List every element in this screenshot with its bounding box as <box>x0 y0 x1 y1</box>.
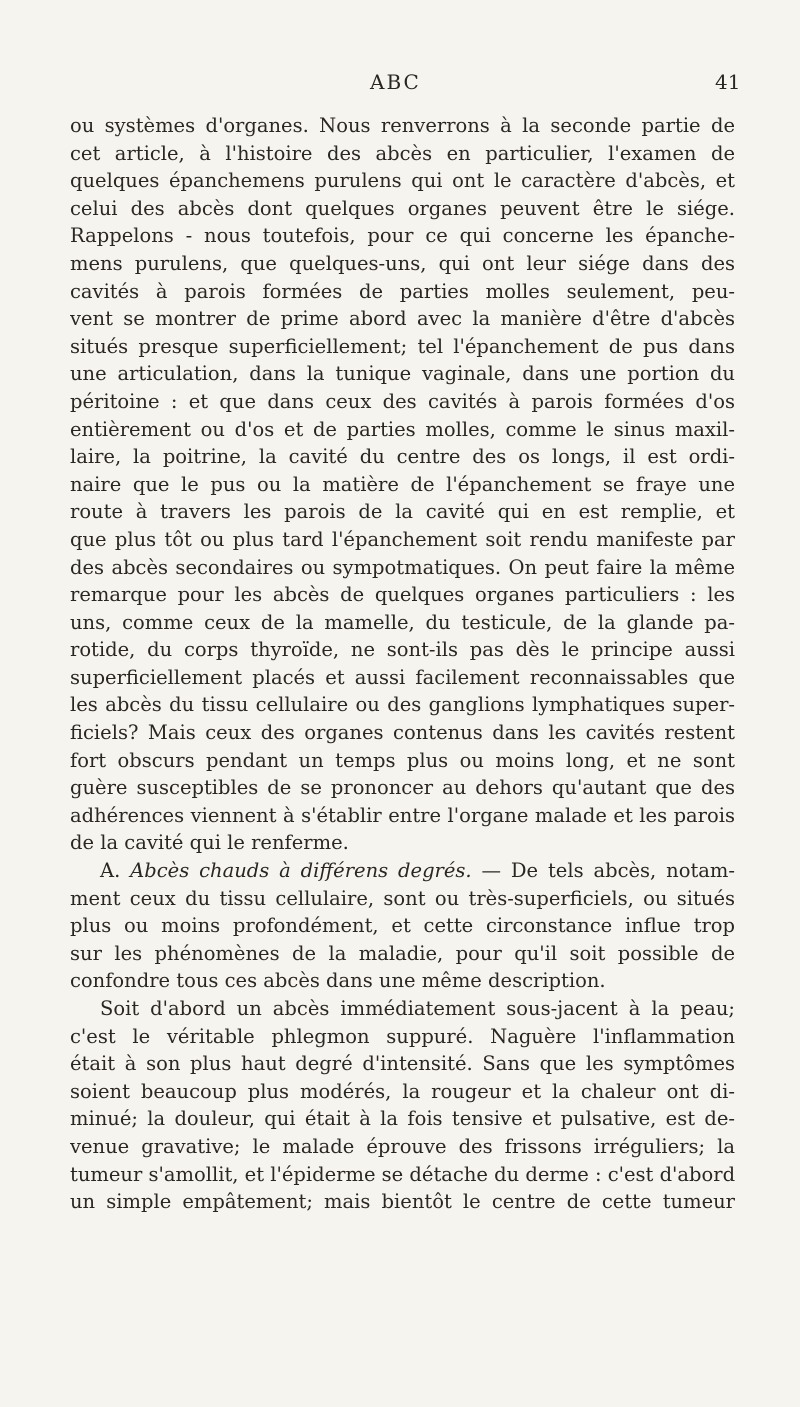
text-line: mens purulens, que quelques-uns, qui ont leur siége dans des <box>70 251 735 275</box>
text-line: minué; la douleur, qui était à la fois tensive et pulsative, est de- <box>70 1107 735 1131</box>
text-line: plus ou moins profondément, et cette circonstance influe trop <box>70 914 735 938</box>
page-number: 41 <box>715 70 741 94</box>
section-heading-line <box>70 857 735 885</box>
text-line: ficiels? Mais ceux des organes contenus dans les cavités restent <box>70 721 735 745</box>
section-label: A. <box>100 859 121 883</box>
text-line: remarque pour les abcès de quelques organes particuliers : les <box>70 583 735 607</box>
text-line: uns, comme ceux de la mamelle, du testicule, de la glande pa- <box>70 610 735 634</box>
text-line: ou systèmes d'organes. Nous renverrons à la seconde partie de <box>70 114 735 137</box>
body-text <box>70 112 735 1216</box>
text-line: était à son plus haut degré d'intensité. Sans que les symptômes <box>70 1052 735 1076</box>
text-line: péritoine : et que dans ceux des cavités à parois formées d'os <box>70 389 735 413</box>
text-line: tumeur s'amollit, et l'épiderme se détache du derme : c'est d'abord <box>70 1162 735 1186</box>
text-line: fort obscurs pendant un temps plus ou moins long, et ne sont <box>70 748 735 772</box>
text-line: soient beaucoup plus modérés, la rougeur et la chaleur ont di- <box>70 1079 735 1103</box>
text-line: cet article, à l'histoire des abcès en particulier, l'examen de <box>70 141 735 165</box>
text-line: des abcès secondaires ou sympotmatiques. On peut faire la même <box>70 555 735 579</box>
text-line: c'est le véritable phlegmon suppuré. Naguère l'inflammation <box>70 1024 735 1048</box>
running-head: ABC <box>370 70 421 94</box>
text-line: vent se montrer de prime abord avec la manière d'être d'abcès <box>70 307 735 331</box>
text-line: un simple empâtement; mais bientôt le centre de cette tumeur <box>70 1190 735 1214</box>
text-line: route à travers les parois de la cavité qui en est remplie, et <box>70 500 735 524</box>
paragraph-3 <box>70 995 735 1216</box>
text-line: superficiellement placés et aussi facilement reconnaissables que <box>70 665 735 689</box>
text-line: une articulation, dans la tunique vaginale, dans une portion du <box>70 362 735 386</box>
text-line: Soit d'abord un abcès immédiatement sous-jacent à la peau; <box>100 997 735 1020</box>
paragraph-1 <box>70 112 735 857</box>
text-line: adhérences viennent à s'établir entre l'organe malade et les parois <box>70 803 735 827</box>
text-line: celui des abcès dont quelques organes peuvent être le siége. <box>70 196 735 220</box>
text-line: rotide, du corps thyroïde, ne sont-ils pas dès le principe aussi <box>70 638 735 662</box>
text-line: ment ceux du tissu cellulaire, sont ou très-superficiels, ou situés <box>70 886 735 910</box>
text-line: confondre tous ces abcès dans une même description. <box>70 969 606 993</box>
text-line: laire, la poitrine, la cavité du centre des os longs, il est ordi- <box>70 445 735 469</box>
text-line: quelques épanchemens purulens qui ont le caractère d'abcès, et <box>70 169 735 193</box>
text-line: les abcès du tissu cellulaire ou des ganglions lymphatiques super- <box>70 693 735 717</box>
section-title: Abcès chauds à différens degrés. <box>130 859 472 883</box>
section-a <box>70 857 735 995</box>
text-line: naire que le pus ou la matière de l'épanchement se fraye une <box>70 472 735 496</box>
text-line: venue gravative; le malade éprouve des frissons irréguliers; la <box>70 1134 735 1158</box>
text-line: situés presque superficiellement; tel l'épanchement de pus dans <box>70 334 735 358</box>
text-line: cavités à parois formées de parties molles seulement, peu- <box>70 279 735 303</box>
text-line: entièrement ou d'os et de parties molles, comme le sinus maxil- <box>70 417 735 441</box>
text-line: sur les phénomènes de la maladie, pour qu'il soit possible de <box>70 941 735 965</box>
text-line: Rappelons - nous toutefois, pour ce qui concerne les épanche- <box>70 224 735 248</box>
section-first-line-rest: — De tels abcès, notam- <box>481 859 735 883</box>
text-line: de la cavité qui le renferme. <box>70 831 349 855</box>
page-header <box>0 70 800 100</box>
text-line: que plus tôt ou plus tard l'épanchement soit rendu manifeste par <box>70 527 735 551</box>
text-line: guère susceptibles de se prononcer au dehors qu'autant que des <box>70 776 735 800</box>
